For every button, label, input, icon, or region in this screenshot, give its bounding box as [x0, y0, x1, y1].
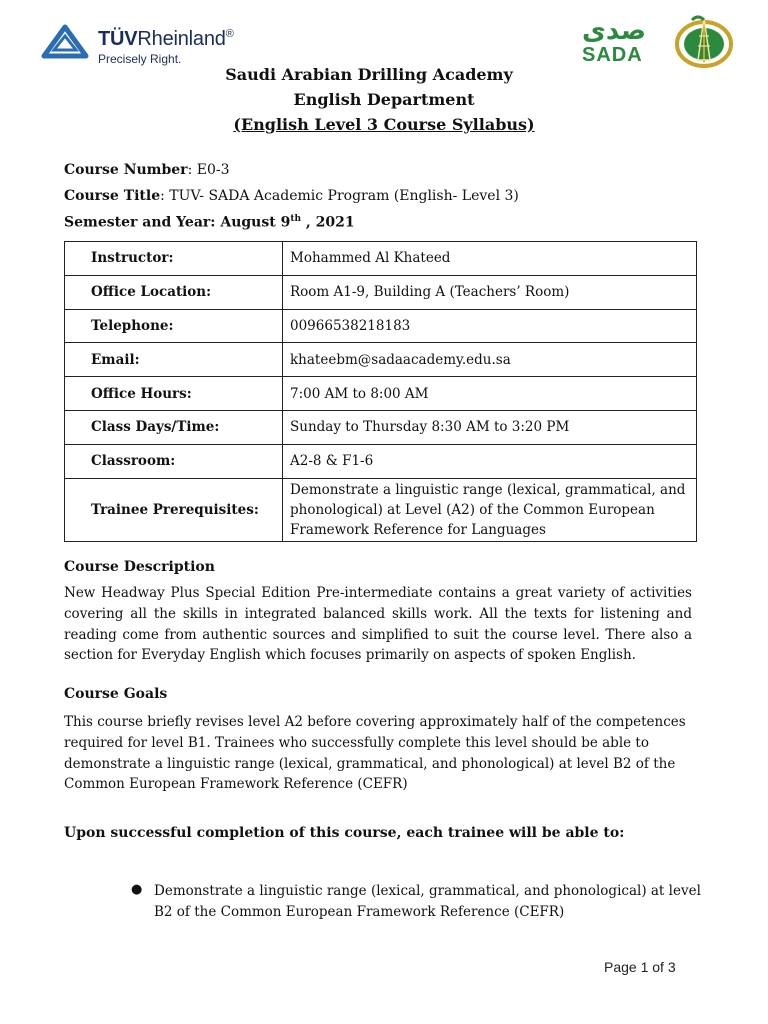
academy-title: Saudi Arabian Drilling Academy — [225, 65, 513, 84]
tuv-triangle-icon — [40, 24, 90, 60]
tuv-logo-name: TÜVRheinland® — [98, 28, 234, 50]
course-goals-heading: Course Goals — [64, 686, 168, 702]
table-value-cell: 00966538218183 — [283, 309, 697, 343]
tuv-tagline: Precisely Right. — [98, 52, 182, 66]
course-title-line: Course Title: TUV- SADA Academic Program (English- Level 3) — [64, 188, 519, 204]
table-label-cell: Office Location: — [65, 275, 283, 309]
table-value-cell: Demonstrate a linguistic range (lexical, grammatical, and phonological) at Level (A2) of the Common European Framework Reference for Languages — [283, 478, 697, 541]
bullet-icon: ● — [131, 882, 143, 897]
table-row — [65, 343, 697, 377]
outcomes-heading: Upon successful completion of this course, each trainee will be able to: — [64, 825, 625, 841]
semester-line: Semester and Year: August 9th , 2021 — [64, 214, 355, 231]
sada-logo — [580, 14, 740, 70]
course-info-table — [64, 241, 697, 542]
table-label-cell: Instructor: — [65, 242, 283, 276]
table-value-cell: Mohammed Al Khateed — [283, 242, 697, 276]
table-value-cell: Room A1-9, Building A (Teachers’ Room) — [283, 275, 697, 309]
table-label-cell: Class Days/Time: — [65, 410, 283, 444]
table-label-cell: Telephone: — [65, 309, 283, 343]
sada-latin-text: SADA — [582, 44, 643, 66]
course-description-text: New Headway Plus Special Edition Pre-intermediate contains a great variety of activities covering all the skills in integrated balanced skills work. All the texts for listening and reading come from authentic sources and simplified to suit the course level. There also a section for Everyday English which focuses primarily on aspects of spoken English. — [64, 585, 692, 664]
page-number: Page 1 of 3 — [604, 959, 676, 975]
outcome-item: Demonstrate a linguistic range (lexical, grammatical, and phonological) at level B2 of the Common European Framework Reference (CEFR) — [154, 883, 701, 920]
sada-emblem-icon — [674, 14, 734, 70]
table-value-cell: 7:00 AM to 8:00 AM — [283, 377, 697, 411]
table-row — [65, 410, 697, 444]
table-value-cell: Sunday to Thursday 8:30 AM to 3:20 PM — [283, 410, 697, 444]
table-label-cell: Classroom: — [65, 444, 283, 478]
table-row — [65, 309, 697, 343]
course-number-line: Course Number: E0-3 — [64, 162, 230, 178]
tuv-rheinland-logo — [40, 22, 290, 68]
table-row — [65, 275, 697, 309]
syllabus-title: (English Level 3 Course Syllabus) — [233, 115, 535, 134]
department-title: English Department — [293, 90, 475, 109]
table-row — [65, 444, 697, 478]
table-value-cell: khateebm@sadaacademy.edu.sa — [283, 343, 697, 377]
sada-arabic-text: صدى — [582, 16, 646, 46]
table-label-cell: Trainee Prerequisites: — [65, 478, 283, 541]
course-description-heading: Course Description — [64, 559, 215, 575]
table-row — [65, 478, 697, 541]
course-goals-text: This course briefly revises level A2 before covering approximately half of the competences required for level B1. Trainees who successfully complete this level should be able to demonstrate a linguistic range (lexical, grammatical, and phonological) at level B2 of the Common European Framework Reference (CEFR) — [64, 714, 686, 793]
table-row — [65, 377, 697, 411]
table-label-cell: Office Hours: — [65, 377, 283, 411]
table-row — [65, 242, 697, 276]
table-label-cell: Email: — [65, 343, 283, 377]
table-value-cell: A2-8 & F1-6 — [283, 444, 697, 478]
